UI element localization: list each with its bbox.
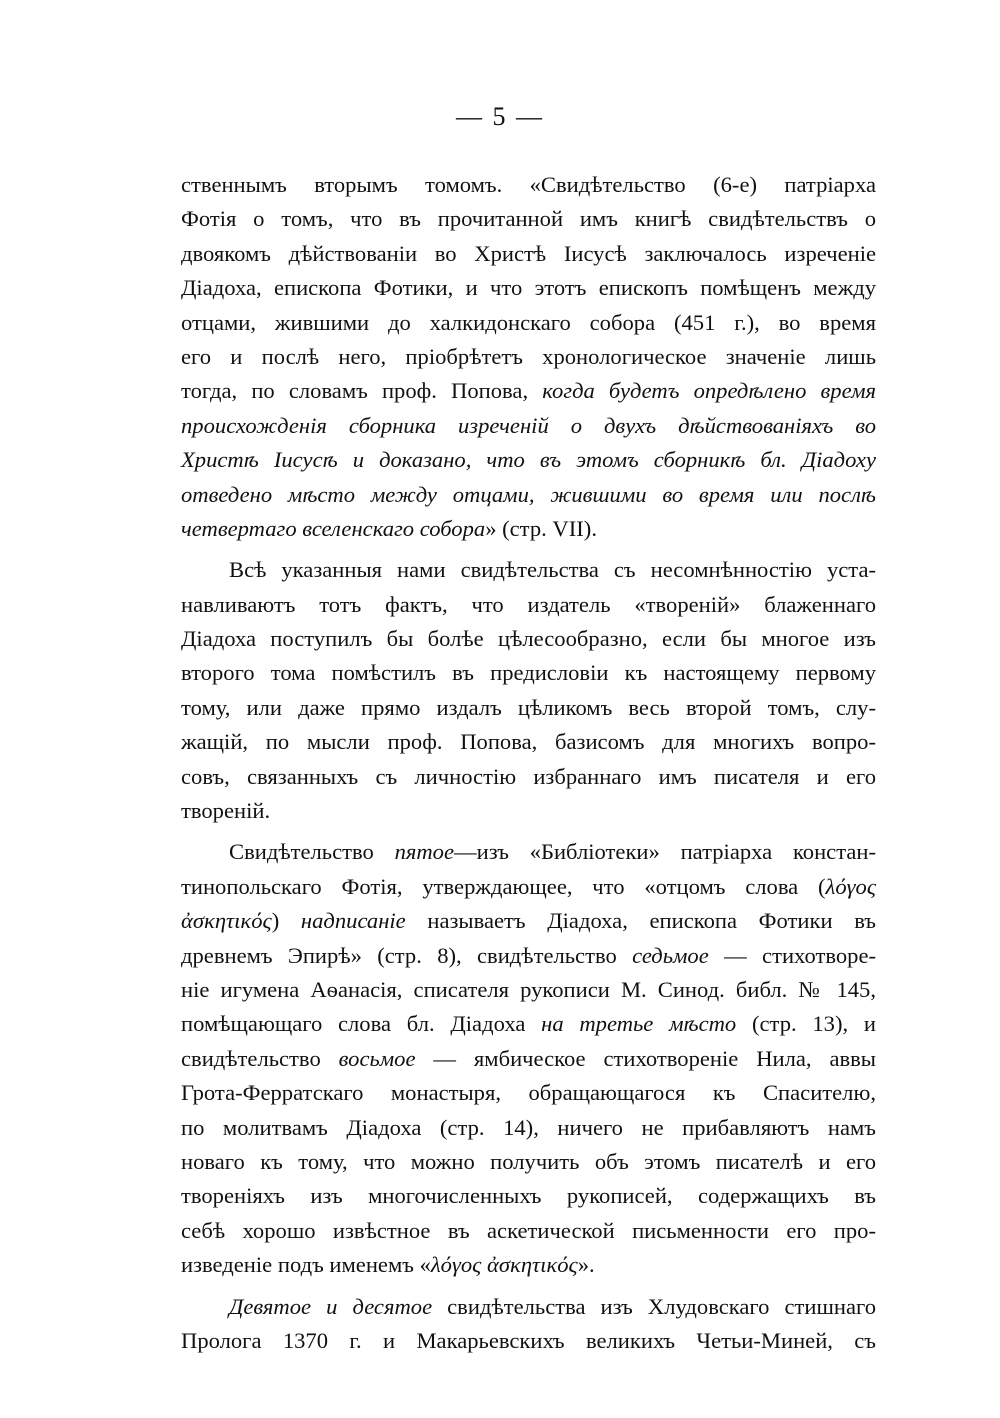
text-line <box>181 1007 876 1041</box>
text-segment: себѣ хорошо извѣстное въ аскетической письменности его про- <box>181 1217 876 1243</box>
text-segment: свидѣтельство <box>181 1045 339 1071</box>
text-segment: ственнымъ вторымъ томомъ. «Свидѣтельство (6-е) патріарха <box>181 172 876 197</box>
text-segment: Діадоха поступилъ бы болѣе цѣлесообразно, если бы многое изъ <box>181 626 876 652</box>
text-segment: твореніяхъ изъ многочисленныхъ рукописей, содержащихъ въ <box>181 1183 876 1209</box>
text-segment: по молитвамъ Діадоха (стр. 14), ничего не прибавляютъ намъ <box>181 1114 876 1140</box>
text-segment: тогда, по словамъ проф. Попова, <box>181 378 543 404</box>
text-segment: ніе игумена Аѳанасія, списателя рукописи М. Синод. библ. № 145, <box>181 976 876 1002</box>
text-segment: Всѣ указанныя нами свидѣтельства съ несомнѣнностію уста- <box>229 557 876 583</box>
italic-segment: Девятое и десятое <box>229 1293 433 1319</box>
paragraph <box>181 168 876 546</box>
text-line <box>181 202 876 236</box>
text-segment: новаго къ тому, что можно получить объ этомъ писателѣ и его <box>181 1148 876 1174</box>
paragraph <box>181 835 876 1282</box>
text-line <box>181 904 876 938</box>
paragraph-gap <box>181 1283 876 1290</box>
text-segment: ». <box>577 1252 595 1278</box>
text-segment: твореній. <box>181 798 271 824</box>
italic-segment: отведено мѣсто между отцами, жившими во время или послѣ <box>181 481 876 507</box>
text-line <box>181 656 876 690</box>
paragraph <box>181 553 876 828</box>
text-line <box>181 870 876 904</box>
text-segment: (стр. 13), и <box>736 1011 877 1037</box>
text-segment: — ямбическое стихотвореніе Нила, аввы <box>415 1045 876 1071</box>
text-segment: древнемъ Эпирѣ» (стр. 8), свидѣтельство <box>181 942 633 968</box>
text-line <box>181 1324 876 1358</box>
text-segment: двоякомъ дѣйствованіи во Христѣ Іисусѣ заключалось изреченіе <box>181 240 876 266</box>
text-segment: жащій, по мысли проф. Попова, базисомъ для многихъ вопро- <box>181 729 876 755</box>
text-line <box>181 1179 876 1213</box>
italic-segment: четвертаго вселенскаго собора <box>181 515 486 541</box>
paragraph <box>181 1290 876 1359</box>
text-segment: второго тома помѣстилъ въ предисловіи къ настоящему первому <box>181 660 876 686</box>
text-segment: ) <box>271 908 301 934</box>
italic-segment: восьмое <box>338 1045 416 1071</box>
text-segment: совъ, связанныхъ съ личностію избраннаго имъ писателя и его <box>181 763 876 789</box>
text-line <box>181 553 876 587</box>
text-segment: — стихотворе- <box>708 942 876 968</box>
text-segment: тому, или даже прямо издалъ цѣликомъ весь второй томъ, слу- <box>181 694 876 720</box>
text-segment: Пролога 1370 г. и Макарьевскихъ великихъ Четьи-Миней, съ <box>181 1327 876 1353</box>
text-line <box>181 1290 876 1324</box>
italic-segment: пятое <box>394 839 455 865</box>
text-line <box>181 973 876 1007</box>
text-line <box>181 794 876 828</box>
text-segment: свидѣтельства изъ Хлудовскаго стишнаго <box>432 1293 876 1319</box>
italic-segment: происхожденія сборника изреченій о двухъ дѣйствованіяхъ во <box>181 412 876 438</box>
text-segment: —изъ «Библіотеки» патріарха констан- <box>454 839 876 865</box>
text-line <box>181 168 876 202</box>
text-line <box>181 1111 876 1145</box>
text-line <box>181 691 876 725</box>
text-line <box>181 1214 876 1248</box>
body-text <box>181 168 876 1358</box>
italic-segment: ἀσκητικός <box>181 908 272 934</box>
text-segment: его и послѣ него, пріобрѣтетъ хронологическое значеніе лишь <box>181 343 876 369</box>
italic-segment: надписаніе <box>300 908 406 934</box>
text-line <box>181 760 876 794</box>
text-segment: Свидѣтельство <box>229 839 395 865</box>
text-segment: называетъ Діадоха, епископа Фотики въ <box>405 908 876 934</box>
text-segment: Діадоха, епископа Фотики, и что этотъ епископъ помѣщенъ между <box>181 275 876 301</box>
italic-segment: λόγος ἀσκητικός <box>430 1252 578 1278</box>
text-line <box>181 1042 876 1076</box>
italic-segment: λόγος <box>825 873 876 899</box>
text-line <box>181 478 876 512</box>
text-line <box>181 271 876 305</box>
text-segment: Фотія о томъ, что въ прочитанной имъ книгѣ свидѣтельствъ о <box>181 206 876 232</box>
text-line <box>181 835 876 869</box>
text-segment: » (стр. VII). <box>485 515 597 541</box>
text-line <box>181 1248 876 1282</box>
text-line <box>181 588 876 622</box>
text-line <box>181 340 876 374</box>
italic-segment: когда будетъ опредѣлено время <box>542 378 876 404</box>
text-line <box>181 622 876 656</box>
italic-segment: Христѣ Іисусѣ и доказано, что въ этомъ сборникѣ бл. Діадоху <box>181 447 876 473</box>
text-line <box>181 939 876 973</box>
text-line <box>181 409 876 443</box>
italic-segment: на третье мѣсто <box>541 1011 737 1037</box>
paragraph-gap <box>181 828 876 835</box>
text-line <box>181 725 876 759</box>
text-segment: отцами, жившими до халкидонскаго собора (451 г.), во время <box>181 309 876 335</box>
text-segment: помѣщающаго слова бл. Діадоха <box>181 1011 542 1037</box>
text-segment: изведеніе подъ именемъ « <box>181 1252 431 1278</box>
page-number: — 5 — <box>456 102 544 131</box>
text-line <box>181 237 876 271</box>
text-line <box>181 1076 876 1110</box>
text-line <box>181 512 876 546</box>
text-line <box>181 306 876 340</box>
text-segment: тинопольскаго Фотія, утверждающее, что «отцомъ слова ( <box>181 873 826 899</box>
text-line <box>181 374 876 408</box>
italic-segment: седьмое <box>632 942 709 968</box>
text-line <box>181 1145 876 1179</box>
paragraph-gap <box>181 546 876 553</box>
text-segment: навливаютъ тотъ фактъ, что издатель «твореній» блаженнаго <box>181 591 876 617</box>
text-line <box>181 443 876 477</box>
text-segment: Грота-Ферратскаго монастыря, обращающагося къ Спасителю, <box>181 1080 876 1106</box>
